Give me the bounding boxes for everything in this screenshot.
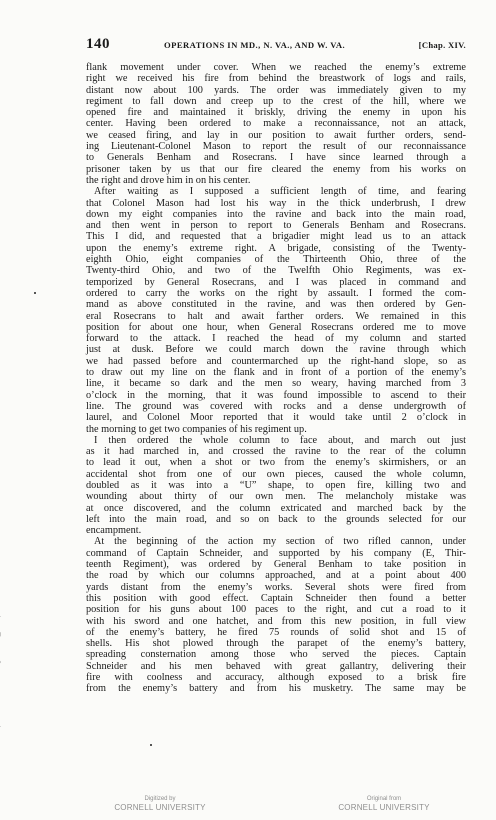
text-line: with his sword and one hatchet, and from this new position, in full view (86, 615, 466, 627)
text-line: laurel, and Colonel Moor reported that it would take until 2 o’clock in (86, 412, 466, 424)
running-title: OPERATIONS IN MD., N. VA., AND W. VA. (164, 40, 346, 50)
text-line: eral Rosecrans to halt and await farther orders. We remained in this (86, 310, 466, 322)
text-line: distant now about 100 yards. The order was immediately given to my (86, 84, 466, 96)
text-line: at once discovered, and the column extricated and marched back by the (86, 502, 466, 514)
text-line: wounding about thirty of our own men. The melancholy mistake was (86, 491, 466, 503)
text-line: right we received his fire from behind the breastwork of logs and rails, (86, 73, 466, 85)
body-text (86, 62, 466, 695)
text-line: spreading consternation among those who served the pieces. Captain (86, 649, 466, 661)
text-line: After waiting as I supposed a sufficient length of time, and fearing (94, 186, 466, 198)
text-line: At the beginning of the action my section of two rifled cannon, under (94, 536, 466, 548)
text-line: flank movement under cover. When we reached the enemy’s extreme (86, 62, 466, 73)
text-line: to Generals Benham and Rosecrans. I have since learned through a (86, 152, 466, 164)
text-line: this position with good effect. Captain Schneider then found a better (86, 592, 466, 604)
credit-institution: CORNELL UNIVERSITY (114, 803, 206, 812)
text-line: command of Captain Schneider, and supported by his company (E, Thir- (86, 547, 466, 559)
text-line: I then ordered the whole column to face about, and march out just (94, 434, 466, 446)
text-line: upon the enemy’s extreme right. A brigade, consisting of the Twenty- (86, 242, 466, 254)
text-line: yards distant from the enemy’s works. Several shots were fired from (86, 581, 466, 593)
text-line: the road by which our columns approached, and at a point about 400 (86, 570, 466, 582)
text-line: that Colonel Mason had lost his way in the thick underbrush, I drew (86, 197, 466, 209)
text-line: line. The ground was covered with rocks and a dense undergrowth of (86, 400, 466, 412)
text-line: teenth Regiment), was ordered by General Benham to take position in (86, 559, 466, 571)
text-line: the right and drove him in on his center. (86, 174, 251, 186)
text-line: regiment to fall down and creep up to the crest of the hill, where we (86, 95, 466, 107)
text-line: line, it became so dark and the men so weary, having marched from 3 (86, 378, 466, 390)
running-header (86, 38, 466, 54)
text-line: accidental shot from one of our own pieces, caused the whole column, (86, 468, 466, 480)
hathitrust-watermark (0, 511, 2, 786)
text-line: we ceased firing, and lay in our position to await further orders, send- (86, 129, 466, 141)
text-line: as it had marched in, and crossed the ravine to the rear of the column (86, 446, 466, 458)
text-line: shells. His shot plowed through the parapet of the enemy’s battery, (86, 638, 466, 650)
text-line: ing Lieutenant-Colonel Mason to report the result of our reconnaissance (86, 141, 466, 153)
paper-speck (150, 744, 152, 746)
text-line: we had passed before and countermarched up the right-hand slope, so as (86, 355, 466, 367)
text-line: eighth Ohio, eight companies of the Thirteenth Ohio, three of the (86, 254, 466, 266)
text-line: the morning to get two companies of his regiment up. (86, 423, 307, 435)
text-line: and then went in person to report to Generals Benham and Rosecrans. (86, 220, 466, 232)
credit-institution: CORNELL UNIVERSITY (338, 803, 430, 812)
text-line: opened fire and maintained it briskly, driving the enemy in upon his (86, 107, 466, 119)
text-line: from the enemy’s battery and from his musketry. The same may be (86, 683, 466, 695)
text-line: left into the main road, and so on back to the grounds selected for our (86, 513, 466, 525)
credit-caption: Original from (366, 796, 402, 802)
text-line: doubled as it was into a “U” shape, to open fire, killing two and (86, 479, 466, 491)
text-line: position for his guns about 100 paces to the right, and cut a road to it (86, 604, 466, 616)
digitized-by-credit (60, 795, 260, 812)
text-line: Twenty-third Ohio, and two of the Twelfth Ohio Regiments, was ex- (86, 265, 466, 277)
text-line: to lead it out, when a shot or two from the enemy’s skirmishers, or an (86, 457, 466, 469)
page-number: 140 (86, 36, 110, 52)
text-line: center. Having been ordered to make a reconnaissance, not an attack, (86, 118, 466, 130)
text-line: down my eight companies into the ravine and back into the main road, (86, 208, 466, 220)
text-line: forward to the attack. I reached the head of my column and started (86, 333, 466, 345)
text-line: o’clock in the morning, that it was found impossible to ascend to their (86, 389, 466, 401)
chapter-label: [Chap. XIV. (418, 40, 466, 50)
text-line: mand as above constituted in the ravine, and was then ordered by Gen- (86, 299, 466, 311)
text-line: of the enemy’s battery, he fired 75 rounds of solid shot and 15 of (86, 626, 466, 638)
text-line: prisoner taken by us that our fire cleared the enemy from his works on (86, 163, 466, 175)
text-line: This I did, and requested that a brigadier might lead us to an attack (86, 231, 466, 243)
original-from-credit (284, 795, 484, 812)
text-line: fire with coolness and accuracy, although exposed to a brisk fire (86, 672, 466, 684)
watermark-line (0, 511, 2, 786)
paper-speck (34, 292, 36, 294)
text-line: to draw out my line on the flank and in front of a portion of the enemy’s (86, 367, 466, 379)
text-line: ordered to carry the works on the right by assault. I formed the com- (86, 287, 466, 299)
text-line: just at dusk. Before we could march down the ravine through which (86, 344, 466, 356)
credit-caption: Digitized by (144, 796, 176, 802)
text-line: encampment. (86, 525, 142, 537)
text-line: temporized by General Rosecrans, and I was placed in command and (86, 276, 466, 288)
text-line: position for about one hour, when General Rosecrans ordered me to move (86, 321, 466, 333)
text-line: Schneider and his men behaved with great gallantry, delivering their (86, 660, 466, 672)
